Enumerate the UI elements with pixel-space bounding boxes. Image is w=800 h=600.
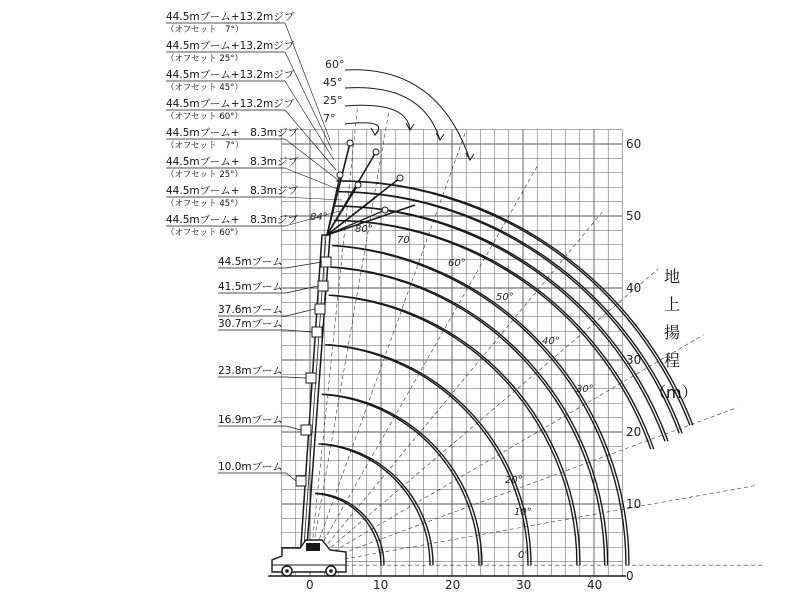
jib-config-label: 44.5mブーム+ 8.3mジブ xyxy=(166,214,299,226)
y-tick-20: 20 xyxy=(626,425,642,439)
boom-angle-ray xyxy=(310,132,465,565)
range-arc xyxy=(328,345,531,566)
boom-length-label: 41.5mブーム xyxy=(218,281,283,293)
boom-label-leader xyxy=(286,309,315,316)
jib-config-offset: （オフセット 60°） xyxy=(166,228,243,238)
offset-label-7: 7° xyxy=(323,112,336,125)
boom-angle-50: 50° xyxy=(496,292,514,303)
boom-label-leader xyxy=(286,377,306,378)
boom-angle-ray xyxy=(310,408,737,566)
boom-label-leader xyxy=(286,286,318,293)
offset-arc xyxy=(345,88,440,140)
y-tick-0: 0 xyxy=(626,569,634,583)
y-title-char-2: 上 xyxy=(664,295,681,314)
jib-config-label: 44.5mブーム+13.2mジブ xyxy=(166,69,295,81)
boom-length-label: 23.8mブーム xyxy=(218,365,283,377)
range-arc xyxy=(329,295,577,565)
boom-angle-20: 20° xyxy=(505,475,523,486)
offset-arrow xyxy=(371,128,379,135)
boom-label-leader xyxy=(286,426,301,430)
x-tick-10: 10 xyxy=(373,578,389,592)
jib-config-offset: （オフセット 7°） xyxy=(166,25,244,35)
y-title-char-4: 程 xyxy=(664,351,681,370)
boom-angle-ray xyxy=(310,485,757,565)
boom-angle-10: 10° xyxy=(514,507,532,518)
offset-arc xyxy=(345,70,470,160)
y-tick-40: 40 xyxy=(626,281,642,295)
jib-config-label: 44.5mブーム+13.2mジブ xyxy=(166,40,295,52)
crane-vehicle xyxy=(272,540,346,576)
y-axis-title xyxy=(650,267,698,402)
y-title-char-1: 地 xyxy=(664,267,681,286)
offset-angle-labels xyxy=(323,58,345,125)
range-arc xyxy=(332,246,626,566)
boom-length-label: 30.7mブーム xyxy=(218,318,283,330)
jib-config-label: 44.5mブーム+13.2mジブ xyxy=(166,98,295,110)
crane-boom xyxy=(296,140,415,560)
jib-config-offset: （オフセット 45°） xyxy=(166,199,243,209)
range-arc xyxy=(335,246,629,566)
jib-config-offset: （オフセット 25°） xyxy=(166,170,243,180)
boom-length-label: 37.6mブーム xyxy=(218,304,283,316)
boom-angle-60: 60° xyxy=(448,258,466,269)
x-tick-20: 20 xyxy=(445,578,461,592)
offset-label-60: 60° xyxy=(325,58,345,71)
boom-angle-40: 40° xyxy=(542,336,560,347)
boom-angle-0: 0° xyxy=(518,550,530,561)
jib-config-labels xyxy=(166,11,344,238)
y-tick-30: 30 xyxy=(626,353,642,367)
x-tick-0: 0 xyxy=(306,578,314,592)
boom-label-leader xyxy=(286,473,296,481)
y-tick-10: 10 xyxy=(626,497,642,511)
jib-config-offset: （オフセット 45°） xyxy=(166,83,243,93)
range-arc xyxy=(325,345,528,566)
boom-length-labels xyxy=(218,256,322,481)
boom-angle-70: 70 xyxy=(397,235,410,246)
jib-config-label: 44.5mブーム+ 8.3mジブ xyxy=(166,156,299,168)
jib-config-label: 44.5mブーム+ 8.3mジブ xyxy=(166,127,299,139)
boom-length-label: 44.5mブーム xyxy=(218,256,283,268)
range-arc xyxy=(325,394,482,565)
jib-config-offset: （オフセット 7°） xyxy=(166,141,244,151)
x-tick-30: 30 xyxy=(516,578,532,592)
y-axis-ticks xyxy=(626,137,641,583)
offset-label-45: 45° xyxy=(323,76,343,89)
jib-config-leader xyxy=(285,197,342,200)
y-tick-60: 60 xyxy=(626,137,642,151)
boom-angle-84: 84° xyxy=(310,212,328,223)
boom-angle-30: 30° xyxy=(576,384,594,395)
boom-length-label: 16.9mブーム xyxy=(218,414,283,426)
y-title-unit: （m） xyxy=(650,383,698,402)
x-tick-40: 40 xyxy=(587,578,603,592)
boom-length-label: 10.0mブーム xyxy=(218,461,283,473)
boom-angle-80: 80° xyxy=(355,224,373,235)
jib-config-label: 44.5mブーム+13.2mジブ xyxy=(166,11,295,23)
y-title-char-3: 揚 xyxy=(664,323,681,342)
boom-label-leader xyxy=(286,262,322,268)
x-axis-ticks xyxy=(306,578,602,592)
jib-config-offset: （オフセット 25°） xyxy=(166,54,243,64)
jib-config-offset: （オフセット 60°） xyxy=(166,112,243,122)
jib-config-label: 44.5mブーム+ 8.3mジブ xyxy=(166,185,299,197)
y-tick-50: 50 xyxy=(626,209,642,223)
boom-angle-ray xyxy=(310,335,704,565)
offset-label-25: 25° xyxy=(323,94,343,107)
